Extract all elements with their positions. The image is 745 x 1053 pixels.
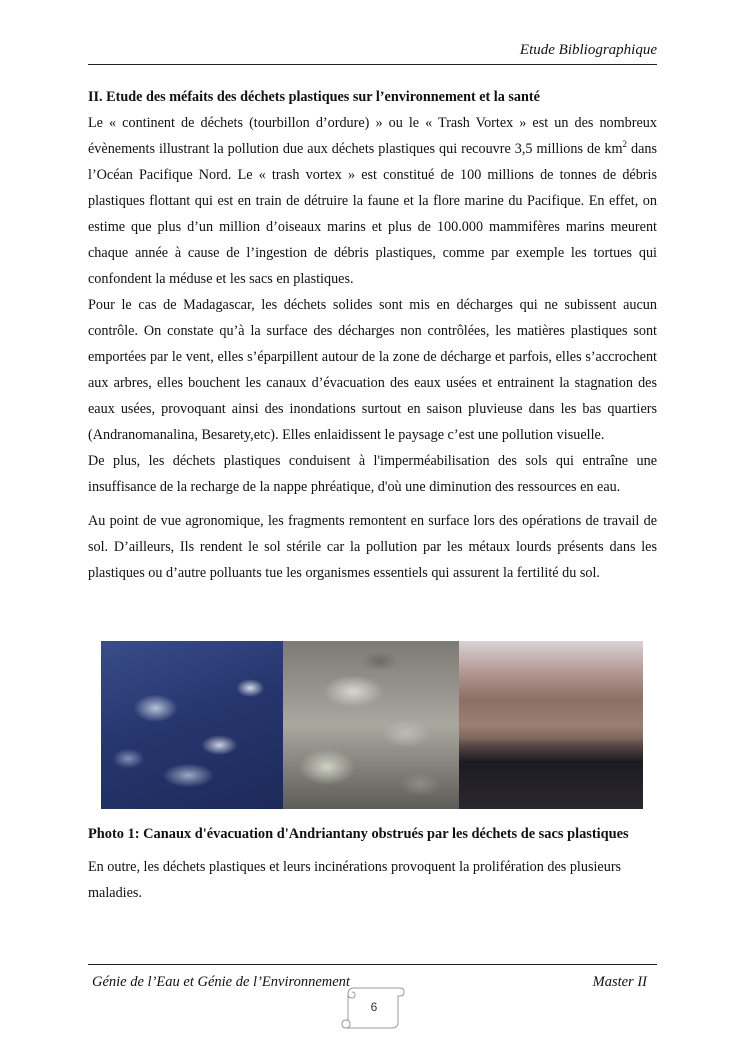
paragraph-diseases: En outre, les déchets plastiques et leurs incinérations provoquent la prolifération des plusieurs maladies. — [88, 859, 622, 901]
paragraph-soil-impermeability: De plus, les déchets plastiques conduisent à l'imperméabilisation des sols qui entraîne une insuffisance de la recharge de la nappe phréatique, d'où une diminution des ressources en eau. — [88, 453, 657, 495]
footer-rule — [88, 964, 657, 965]
photo-strip — [101, 641, 643, 809]
footer-program: Génie de l’Eau et Génie de l’Environnement — [92, 974, 350, 990]
superscript-2: 2 — [622, 139, 627, 149]
paragraph-agronomy: Au point de vue agronomique, les fragments remontent en surface lors des opérations de travail de sol. D’ailleurs, Ils rendent le sol stérile car la pollution par les métaux lourds présents dans les plastiques ou d’autre polluants tue les organismes essentiels qui assurent la fertilité du sol. — [88, 513, 657, 581]
photo-plastic-bags-pile — [283, 641, 459, 809]
running-header-title: Etude Bibliographique — [519, 42, 657, 58]
paragraph-madagascar: Pour le cas de Madagascar, les déchets solides sont mis en décharges qui ne subissent aucun contrôle. On constate qu’à la surface des décharges non contrôlées, les matières plastiques sont emportées par le vent, elles s’éparpillent autour de la zone de décharge et parfois, elles s’accrochent aux arbres, elles bouchent les canaux d’évacuation des eaux usées et entrainent la stagnation des eaux usées, provoquant ainsi des inondations surtout en saison pluvieuse dans les bas quartiers (Andranomanalina, Besarety,etc). Elles enlaidissent le paysage c’est une pollution visuelle. — [88, 297, 657, 443]
figure-caption: Photo 1: Canaux d'évacuation d'Andriantany obstrués par les déchets de sacs plastiques — [88, 826, 629, 842]
footer-degree: Master II — [592, 974, 647, 990]
photo-blue-water-plastic — [101, 641, 283, 809]
paragraph-trash-vortex — [88, 110, 657, 292]
photo-clogged-canal — [459, 641, 643, 809]
paragraph-trash-vortex-end: dans l’Océan Pacifique Nord. Le « trash vortex » est constitué de 100 millions de tonnes de débris plastiques flottant qui est en train de détruire la faune et la flore marine du Pacifique. En effet, on estime que plus d’un million d’oiseaux marins et plus de 100.000 mammifères marins meurent chaque année à cause de l’ingestion de débris plastiques, comme par exemple les tortues qui confondent la méduse et les sacs en plastiques. — [88, 141, 657, 287]
page-number: 6 — [370, 1000, 378, 1014]
main-content — [88, 84, 657, 586]
header-rule — [88, 64, 657, 65]
paragraph-trash-vortex-start: Le « continent de déchets (tourbillon d’ordure) » ou le « Trash Vortex » est un des nombreux évènements illustrant la pollution due aux déchets plastiques qui recouvre 3,5 millions de km — [88, 115, 657, 157]
section-title: II. Etude des méfaits des déchets plastiques sur l’environnement et la santé — [88, 89, 540, 105]
after-figure-text — [88, 854, 657, 906]
